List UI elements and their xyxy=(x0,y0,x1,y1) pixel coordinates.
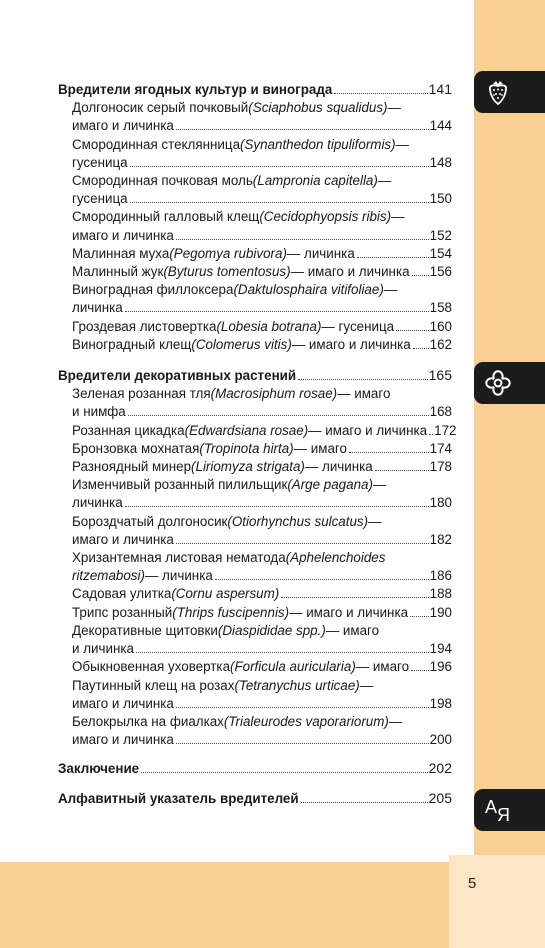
entry-common-name: Садовая улитка xyxy=(72,586,172,602)
page-ref: 178 xyxy=(429,459,452,475)
entry-stage: — имаго и личинка xyxy=(308,422,428,438)
dot-leader xyxy=(357,257,429,258)
page-ref: 168 xyxy=(429,404,452,420)
entry-common-name: Бороздчатый долгоносик xyxy=(72,513,228,529)
toc-entry[interactable] xyxy=(58,172,452,190)
toc-section-heading[interactable] xyxy=(58,80,452,99)
tab-ornamental[interactable] xyxy=(474,362,545,404)
entry-stage: — xyxy=(388,713,403,729)
page-ref: 200 xyxy=(429,732,452,748)
entry-common-name: Смородинная стеклянница xyxy=(72,136,241,152)
entry-latin-name: (Byturus tomentosus) xyxy=(163,264,291,280)
page-ref: 194 xyxy=(429,641,452,657)
dot-leader xyxy=(334,93,427,94)
entry-latin-name: (Daktulosphaira vitifoliae) xyxy=(233,282,384,298)
page-ref: 198 xyxy=(429,695,452,711)
flower-icon xyxy=(483,368,513,398)
toc-entry[interactable] xyxy=(58,513,452,531)
toc-conclusion[interactable] xyxy=(58,759,452,778)
toc-entry[interactable] xyxy=(58,281,452,299)
entry-stage: — xyxy=(377,173,392,189)
toc-entry[interactable] xyxy=(58,422,457,440)
toc-entry[interactable] xyxy=(58,245,452,263)
dot-leader xyxy=(136,652,429,653)
entry-common-name: Розанная цикадка xyxy=(72,422,185,438)
entry-stage: — имаго xyxy=(355,659,410,675)
dot-leader xyxy=(176,707,429,708)
entry-latin-name: (Forficula auricularia) xyxy=(230,659,356,675)
entry-latin-name: ritzemabosi) xyxy=(72,568,145,584)
dot-leader xyxy=(125,506,429,507)
entry-latin-name: (Cornu aspersum) xyxy=(171,586,280,602)
page-ref: 186 xyxy=(429,568,452,584)
tab-berries[interactable] xyxy=(474,71,545,113)
entry-stage: — xyxy=(383,282,398,298)
toc-entry-continuation[interactable] xyxy=(58,403,452,421)
page-ref: 152 xyxy=(429,227,452,243)
dot-leader xyxy=(349,452,429,453)
page-number: 5 xyxy=(468,875,477,892)
section-title: Заключение xyxy=(58,761,140,777)
entry-stage: гусеница xyxy=(72,154,128,170)
entry-latin-name: (Colomerus vitis) xyxy=(191,336,292,352)
toc-entry-continuation[interactable] xyxy=(58,227,452,245)
toc-entry-continuation[interactable] xyxy=(58,531,452,549)
entry-stage: и личинка xyxy=(72,641,134,657)
entry-stage: имаго и личинка xyxy=(72,227,174,243)
toc-entry[interactable] xyxy=(58,677,452,695)
dot-leader xyxy=(176,543,429,544)
toc-entry[interactable] xyxy=(58,476,452,494)
entry-common-name: Смородинная почковая моль xyxy=(72,173,253,189)
entry-latin-name: (Otiorhynchus sulcatus) xyxy=(227,513,369,529)
entry-common-name: Разноядный минер xyxy=(72,459,192,475)
entry-stage: — личинка xyxy=(144,568,213,584)
toc-entry-continuation[interactable] xyxy=(58,731,452,749)
toc-entry[interactable] xyxy=(58,713,452,731)
dot-leader xyxy=(413,348,429,349)
toc-entry[interactable] xyxy=(58,263,452,281)
entry-common-name: Малинный жук xyxy=(72,264,164,280)
entry-latin-name: (Macrosiphum rosae) xyxy=(210,386,338,402)
entry-common-name: Смородинный галловый клещ xyxy=(72,209,260,225)
section-title: Вредители декоративных растений xyxy=(58,368,297,384)
page-ref: 150 xyxy=(429,191,452,207)
entry-common-name: Виноградная филлоксера xyxy=(72,282,234,298)
toc-entry[interactable] xyxy=(58,208,452,226)
toc-entry-continuation[interactable] xyxy=(58,154,452,172)
toc-entry[interactable] xyxy=(58,318,452,336)
dot-leader xyxy=(215,579,429,580)
toc-entry[interactable] xyxy=(58,136,452,154)
entry-stage: имаго и личинка xyxy=(72,695,174,711)
entry-latin-name: (Synanthedon tipuliformis) xyxy=(240,136,396,152)
toc-entry-continuation[interactable] xyxy=(58,117,452,135)
toc-entry[interactable] xyxy=(58,336,452,354)
entry-latin-name: (Thrips fuscipennis) xyxy=(172,604,290,620)
dot-leader xyxy=(429,434,433,435)
page-number-box xyxy=(449,855,545,948)
entry-latin-name: (Liriomyza strigata) xyxy=(191,459,305,475)
page-ref: 172 xyxy=(434,422,457,438)
toc-entry[interactable] xyxy=(58,458,452,476)
section-title: Вредители ягодных культур и винограда xyxy=(58,82,333,97)
dot-leader xyxy=(375,470,429,471)
toc-pest-index[interactable] xyxy=(58,789,452,808)
entry-latin-name: (Arge pagana) xyxy=(287,477,373,493)
entry-common-name: Белокрылка на фиалках xyxy=(72,713,224,729)
dot-leader xyxy=(141,772,428,773)
dot-leader xyxy=(411,670,429,671)
entry-latin-name: (Trialeurodes vaporariorum) xyxy=(223,713,389,729)
toc-entry-continuation[interactable] xyxy=(58,494,452,512)
entry-stage: — личинка xyxy=(304,459,373,475)
dot-leader xyxy=(176,239,429,240)
page-ref: 158 xyxy=(429,300,452,316)
page-ref: 196 xyxy=(429,659,452,675)
dot-leader xyxy=(176,129,429,130)
entry-stage: — имаго xyxy=(337,386,391,402)
entry-common-name: Паутинный клещ на розах xyxy=(72,677,235,693)
dot-leader xyxy=(396,330,429,331)
entry-latin-name: (Aphelenchoides xyxy=(285,550,386,566)
toc-entry-continuation[interactable] xyxy=(58,190,452,208)
entry-stage: личинка xyxy=(72,495,123,511)
entry-common-name: Обыкновенная уховертка xyxy=(72,659,231,675)
page-ref: 174 xyxy=(429,440,452,456)
page-ref: 156 xyxy=(429,264,452,280)
dot-leader xyxy=(410,616,429,617)
page-ref: 162 xyxy=(429,336,452,352)
toc-entry[interactable] xyxy=(58,385,452,403)
entry-latin-name: (Lobesia botrana) xyxy=(216,318,322,334)
entry-common-name: Малинная муха xyxy=(72,245,170,261)
entry-stage: — имаго xyxy=(325,622,380,638)
entry-common-name: Декоративные щитовки xyxy=(72,622,218,638)
entry-stage: — xyxy=(391,209,405,225)
index-letter-second: Я xyxy=(497,805,510,825)
page-ref: 190 xyxy=(429,604,452,620)
page-ref: 144 xyxy=(429,118,452,134)
page-ref: 154 xyxy=(429,245,452,261)
section-title: Алфавитный указатель вредителей xyxy=(58,790,299,806)
entry-stage: — имаго и личинка xyxy=(291,336,411,352)
dot-leader xyxy=(130,166,429,167)
toc-entry-continuation[interactable] xyxy=(58,299,452,317)
page-ref: 182 xyxy=(429,531,452,547)
entry-latin-name: (Edwardsiana rosae) xyxy=(184,422,309,438)
entry-common-name: Бронзовка мохнатая xyxy=(72,440,200,456)
tab-index[interactable] xyxy=(474,789,545,831)
entry-common-name: Долгоносик серый почковый xyxy=(72,100,249,116)
section-gap xyxy=(58,749,452,759)
entry-latin-name: (Diaspididae spp.) xyxy=(217,622,326,638)
dot-leader xyxy=(130,202,429,203)
toc-entry[interactable] xyxy=(58,585,452,603)
entry-stage: — xyxy=(387,100,401,116)
toc-section-heading[interactable] xyxy=(58,366,452,385)
page-ref: 141 xyxy=(428,81,452,97)
entry-latin-name: (Tetranychus urticae) xyxy=(234,677,360,693)
page-ref: 202 xyxy=(428,760,452,777)
page-ref: 160 xyxy=(429,318,452,334)
entry-stage: имаго и личинка xyxy=(72,118,174,134)
page-ref: 165 xyxy=(428,367,452,384)
toc-entry[interactable] xyxy=(58,549,452,567)
strawberry-icon xyxy=(483,77,513,107)
entry-latin-name: (Sciaphobus squalidus) xyxy=(248,100,388,116)
entry-stage: — xyxy=(359,677,374,693)
entry-latin-name: (Lampronia capitella) xyxy=(252,173,378,189)
entry-stage: — xyxy=(368,513,382,529)
toc-entry[interactable] xyxy=(58,99,452,117)
entry-stage: — имаго и личинка xyxy=(290,264,410,280)
section-gap xyxy=(58,354,452,366)
entry-common-name: Виноградный клещ xyxy=(72,336,192,352)
toc-entry-continuation[interactable] xyxy=(58,567,452,585)
entry-stage: имаго и личинка xyxy=(72,531,174,547)
page-ref: 205 xyxy=(428,789,452,806)
entry-stage: — xyxy=(395,136,409,152)
entry-stage: и нимфа xyxy=(72,404,126,420)
az-index-icon xyxy=(483,795,513,825)
entry-stage: личинка xyxy=(72,300,123,316)
page-ref: 180 xyxy=(429,495,452,511)
entry-latin-name: (Tropinota hirta) xyxy=(199,440,294,456)
entry-stage: — личинка xyxy=(286,245,355,261)
toc-entry[interactable] xyxy=(58,658,452,676)
entry-common-name: Изменчивый розанный пилильщик xyxy=(72,477,288,493)
dot-leader xyxy=(301,802,428,803)
page-ref: 148 xyxy=(429,154,452,170)
toc-entry[interactable] xyxy=(58,604,452,622)
toc-entry-continuation[interactable] xyxy=(58,640,452,658)
dot-leader xyxy=(298,379,428,380)
dot-leader xyxy=(281,597,428,598)
index-letter-first: А xyxy=(485,797,498,817)
entry-stage: — xyxy=(372,477,387,493)
table-of-contents xyxy=(58,80,457,808)
entry-common-name: Зеленая розанная тля xyxy=(72,386,211,402)
entry-stage: имаго и личинка xyxy=(72,732,174,748)
dot-leader xyxy=(125,311,429,312)
section-gap xyxy=(58,779,452,789)
dot-leader xyxy=(412,275,429,276)
entry-common-name: Трипс розанный xyxy=(72,604,173,620)
toc-entry-continuation[interactable] xyxy=(58,695,452,713)
page-ref: 188 xyxy=(429,586,452,602)
dot-leader xyxy=(128,415,429,416)
entry-stage: — имаго xyxy=(293,440,347,456)
toc-entry[interactable] xyxy=(58,440,452,458)
entry-common-name: Хризантемная листовая нематода xyxy=(72,550,286,566)
entry-stage: — гусеница xyxy=(321,318,395,334)
entry-stage: — имаго и личинка xyxy=(289,604,409,620)
toc-entry[interactable] xyxy=(58,622,452,640)
dot-leader xyxy=(176,743,429,744)
entry-latin-name: (Cecidophyopsis ribis) xyxy=(259,209,392,225)
entry-stage: гусеница xyxy=(72,191,128,207)
entry-common-name: Гроздевая листовертка xyxy=(72,318,217,334)
entry-latin-name: (Pegomya rubivora) xyxy=(169,245,287,261)
